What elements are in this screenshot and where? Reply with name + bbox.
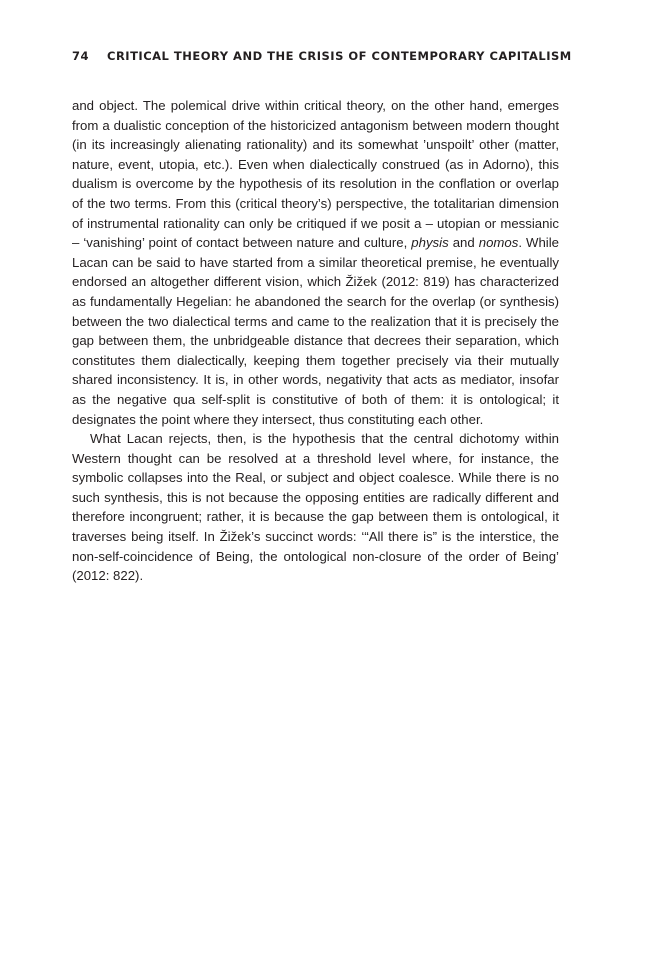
- paragraph-1: [72, 96, 559, 429]
- paragraph-1-text-b: and: [448, 235, 479, 251]
- running-title: CRITICAL THEORY AND THE CRISIS OF CONTEMPORARY CAPITALISM: [107, 49, 572, 63]
- paragraph-1-text-c: . While Lacan can be said to have started from a similar theoretical premise, he eventually endorsed an altogether different vision, which Žižek (2012: 819) has characterized as fundamentally Hegelian: he abandoned the search for the overlap (or synthesis) between the two dialectical terms and came to the realization that it is precisely the gap between them, the unbridgeable distance that decrees their separation, which constitutes them dialectically, keeping them together precisely via their mutually shared inconsistency. It is, in other words, negativity that acts as mediator, insofar as the negative qua self-split is constitutive of both of them: it is ontological; it designates the point where they intersect, thus constituting each other.: [72, 235, 559, 427]
- paragraph-2: What Lacan rejects, then, is the hypothesis that the central dichotomy within Western thought can be resolved at a threshold level where, for instance, the symbolic collapses into the Real, or subject and object coalesce. While there is no such synthesis, this is not because the opposing entities are radically different and therefore incongruent; rather, it is because the gap between them is ontological, it traverses being itself. In Žižek’s succinct words: ‘“All there is” is the interstice, the non-self-coincidence of Being, the ontological non-closure of the order of Being’ (2012: 822).: [72, 431, 559, 584]
- italic-term-physis: physis: [411, 235, 449, 251]
- page-number: 74: [72, 49, 90, 63]
- paragraph-1-text-a: and object. The polemical drive within critical theory, on the other hand, emerges from a dualistic conception of the historicized antagonism between modern thought (in its increasingly alienating rationality) and its somewhat ’unspoilt’ other (matter, nature, event, utopia, etc.). Even when dialectically construed (as in Adorno), this dualism is overcome by the hypothesis of its resolution in the conflation or overlap of the two terms. From this (critical theory’s) perspective, the totalitarian dimension of instrumental rationality can only be critiqued if we posit a – utopian or messianic – ‘vanishing’ point of contact between nature and culture,: [72, 98, 559, 251]
- body-text: [72, 96, 559, 586]
- running-header: [72, 49, 572, 63]
- italic-term-nomos: nomos: [478, 235, 519, 251]
